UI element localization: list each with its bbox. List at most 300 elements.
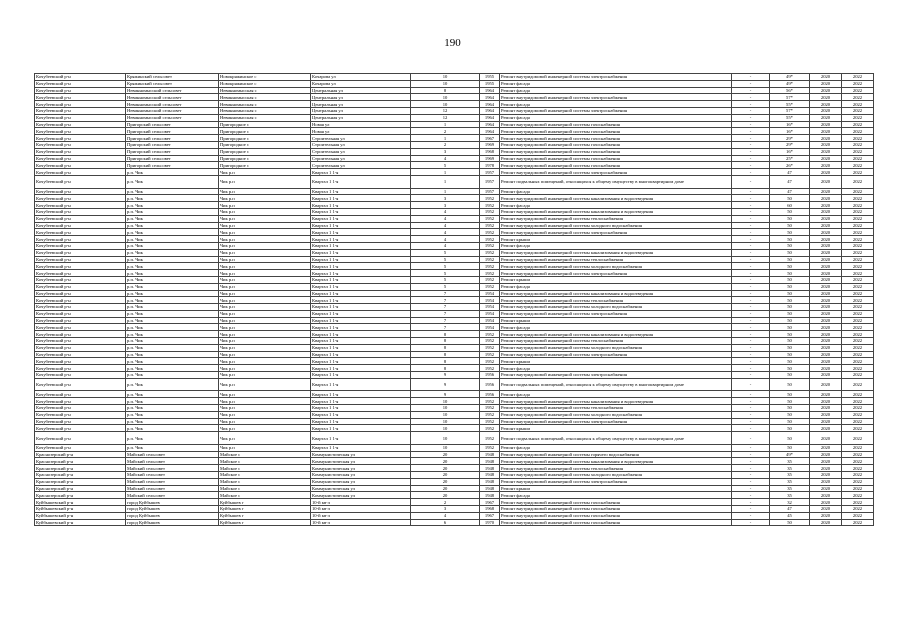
cell-house-number: 10 — [411, 405, 480, 412]
table-row — [35, 215, 874, 222]
cell-street: Квартал 1 1-я — [311, 283, 411, 290]
table-row — [35, 472, 874, 479]
table-row — [35, 398, 874, 405]
cell-settlement: Чик р.п — [219, 372, 311, 379]
cell-start-year: 2020 — [810, 249, 842, 256]
cell-year-built: 1952 — [480, 242, 500, 249]
cell-house-number: 2 — [411, 141, 480, 148]
cell-repair-type: Ремонт крыши — [500, 485, 732, 492]
table-row — [35, 283, 874, 290]
cell-settlement: Чик р.п — [219, 304, 311, 311]
table-row — [35, 202, 874, 209]
cell-house-number: 1 — [411, 121, 480, 128]
cell-value: 50 — [770, 398, 810, 405]
cell-house-number: 9 — [411, 391, 480, 398]
cell-house-number: 10 — [411, 94, 480, 101]
cell-municipality: р.п. Чик — [126, 290, 219, 297]
cell-start-year: 2020 — [810, 74, 842, 81]
cell-blank-col: - — [732, 492, 770, 499]
cell-settlement: Майское с — [219, 451, 311, 458]
table-row — [35, 236, 874, 243]
cell-municipality: р.п. Чик — [126, 297, 219, 304]
cell-end-year: 2022 — [842, 398, 874, 405]
cell-house-number: 7 — [411, 324, 480, 331]
cell-repair-type: Ремонт внутридомовой инженерной системы электроснабжения — [500, 107, 732, 114]
cell-municipality: р.п. Чик — [126, 317, 219, 324]
cell-settlement: Чик р.п — [219, 324, 311, 331]
cell-settlement: Чик р.п — [219, 398, 311, 405]
table-row — [35, 458, 874, 465]
cell-street: Квартал 1 1-я — [311, 242, 411, 249]
cell-start-year: 2020 — [810, 499, 842, 506]
cell-district: Кочубеевский р-н — [35, 202, 126, 209]
cell-end-year: 2022 — [842, 169, 874, 176]
cell-value: 50 — [770, 425, 810, 432]
cell-year-built: 1952 — [480, 344, 500, 351]
cell-street: Квартал 1 1-я — [311, 169, 411, 176]
cell-year-built: 1964 — [480, 114, 500, 121]
cell-repair-type: Ремонт внутридомовой инженерной системы газоснабжения — [500, 148, 732, 155]
cell-start-year: 2020 — [810, 472, 842, 479]
cell-blank-col: - — [732, 215, 770, 222]
table-row — [35, 195, 874, 202]
cell-blank-col: - — [732, 331, 770, 338]
cell-repair-type: Ремонт фасада — [500, 114, 732, 121]
cell-start-year: 2020 — [810, 263, 842, 270]
cell-district: Кочубеевский р-н — [35, 411, 126, 418]
cell-start-year: 2020 — [810, 465, 842, 472]
cell-start-year: 2020 — [810, 378, 842, 391]
cell-district: Краснозерский р-н — [35, 478, 126, 485]
cell-start-year: 2020 — [810, 80, 842, 87]
cell-year-built: 1978 — [480, 162, 500, 169]
cell-end-year: 2022 — [842, 451, 874, 458]
cell-repair-type: Ремонт внутридомовой инженерной системы газоснабжения — [500, 499, 732, 506]
cell-settlement: Чик р.п — [219, 290, 311, 297]
cell-value: 50 — [770, 310, 810, 317]
cell-blank-col: - — [732, 74, 770, 81]
cell-end-year: 2022 — [842, 338, 874, 345]
cell-blank-col: - — [732, 478, 770, 485]
cell-start-year: 2020 — [810, 175, 842, 188]
cell-municipality: р.п. Чик — [126, 425, 219, 432]
table-row — [35, 290, 874, 297]
cell-settlement: Пригородное с — [219, 128, 311, 135]
cell-municipality: Кряжинский сельсовет — [126, 74, 219, 81]
table-row — [35, 512, 874, 519]
cell-value: 49* — [770, 451, 810, 458]
cell-repair-type: Ремонт внутридомовой инженерной системы газоснабжения — [500, 128, 732, 135]
cell-street: Квартал 1 1-я — [311, 378, 411, 391]
cell-end-year: 2022 — [842, 229, 874, 236]
cell-blank-col: - — [732, 506, 770, 513]
cell-start-year: 2020 — [810, 141, 842, 148]
cell-repair-type: Ремонт фасада — [500, 188, 732, 195]
cell-district: Кочубеевский р-н — [35, 297, 126, 304]
cell-house-number: 10 — [411, 80, 480, 87]
cell-house-number: 5 — [411, 270, 480, 277]
cell-start-year: 2020 — [810, 270, 842, 277]
cell-settlement: Чик р.п — [219, 215, 311, 222]
table-row — [35, 114, 874, 121]
cell-start-year: 2020 — [810, 276, 842, 283]
cell-municipality: р.п. Чик — [126, 283, 219, 290]
cell-repair-type: Ремонт фасада — [500, 101, 732, 108]
cell-value: 50 — [770, 229, 810, 236]
cell-start-year: 2020 — [810, 432, 842, 445]
table-row — [35, 162, 874, 169]
cell-street: Коммунистическая ул — [311, 458, 411, 465]
cell-settlement: Чик р.п — [219, 208, 311, 215]
cell-blank-col: - — [732, 188, 770, 195]
cell-repair-type: Ремонт фасада — [500, 202, 732, 209]
cell-end-year: 2022 — [842, 236, 874, 243]
cell-street: Квартал 1 1-я — [311, 215, 411, 222]
cell-repair-type: Ремонт внутридомовой инженерной системы холодного водоснабжения — [500, 304, 732, 311]
cell-municipality: Пригорский сельсовет — [126, 155, 219, 162]
cell-municipality: р.п. Чик — [126, 236, 219, 243]
table-row — [35, 175, 874, 188]
cell-blank-col: - — [732, 290, 770, 297]
cell-blank-col: - — [732, 418, 770, 425]
cell-street: Кочарова ул — [311, 80, 411, 87]
cell-municipality: р.п. Чик — [126, 249, 219, 256]
cell-settlement: Куйбышев г — [219, 499, 311, 506]
cell-value: 55* — [770, 101, 810, 108]
cell-blank-col: - — [732, 338, 770, 345]
cell-value: 49* — [770, 80, 810, 87]
cell-street: Центральная ул — [311, 87, 411, 94]
cell-end-year: 2022 — [842, 188, 874, 195]
cell-value: 16* — [770, 148, 810, 155]
cell-repair-type: Ремонт крыши — [500, 425, 732, 432]
cell-start-year: 2020 — [810, 411, 842, 418]
cell-district: Кочубеевский р-н — [35, 398, 126, 405]
cell-value: 29* — [770, 135, 810, 142]
cell-municipality: Майский сельсовет — [126, 458, 219, 465]
cell-street: Центральная ул — [311, 101, 411, 108]
cell-end-year: 2022 — [842, 80, 874, 87]
cell-year-built: 1964 — [480, 94, 500, 101]
cell-street: Квартал 1 1-я — [311, 290, 411, 297]
cell-value: 35 — [770, 478, 810, 485]
cell-house-number: 12 — [411, 107, 480, 114]
cell-street: Квартал 1 1-я — [311, 411, 411, 418]
cell-start-year: 2020 — [810, 317, 842, 324]
cell-settlement: Пригородное с — [219, 148, 311, 155]
table-row — [35, 148, 874, 155]
cell-settlement: Чик р.п — [219, 236, 311, 243]
cell-municipality: Пригорский сельсовет — [126, 135, 219, 142]
cell-district: Кочубеевский р-н — [35, 87, 126, 94]
cell-settlement: Чик р.п — [219, 351, 311, 358]
cell-repair-type: Ремонт фасада — [500, 391, 732, 398]
cell-start-year: 2020 — [810, 121, 842, 128]
cell-blank-col: - — [732, 202, 770, 209]
cell-municipality: р.п. Чик — [126, 169, 219, 176]
cell-blank-col: - — [732, 87, 770, 94]
cell-municipality: р.п. Чик — [126, 358, 219, 365]
cell-settlement: Чик р.п — [219, 242, 311, 249]
cell-house-number: 1 — [411, 175, 480, 188]
cell-start-year: 2020 — [810, 94, 842, 101]
cell-year-built: 1952 — [480, 283, 500, 290]
cell-end-year: 2022 — [842, 256, 874, 263]
cell-district: Кочубеевский р-н — [35, 121, 126, 128]
cell-end-year: 2022 — [842, 195, 874, 202]
cell-blank-col: - — [732, 101, 770, 108]
cell-municipality: Невинномысский сельсовет — [126, 87, 219, 94]
cell-year-built: 1954 — [480, 304, 500, 311]
cell-blank-col: - — [732, 310, 770, 317]
cell-value: 50 — [770, 236, 810, 243]
cell-district: Кочубеевский р-н — [35, 135, 126, 142]
cell-end-year: 2022 — [842, 215, 874, 222]
cell-blank-col: - — [732, 324, 770, 331]
cell-end-year: 2022 — [842, 506, 874, 513]
cell-street: Квартал 1 1-я — [311, 175, 411, 188]
cell-district: Кочубеевский р-н — [35, 378, 126, 391]
cell-settlement: Чик р.п — [219, 256, 311, 263]
cell-repair-type: Ремонт внутридомовой инженерной системы электроснабжения — [500, 478, 732, 485]
table-row — [35, 249, 874, 256]
cell-year-built: 1964 — [480, 101, 500, 108]
table-row — [35, 351, 874, 358]
cell-blank-col: - — [732, 249, 770, 256]
cell-settlement: Майское с — [219, 472, 311, 479]
cell-district: Кочубеевский р-н — [35, 162, 126, 169]
cell-district: Кочубеевский р-н — [35, 444, 126, 451]
cell-repair-type: Ремонт внутридомовой инженерной системы газоснабжения — [500, 512, 732, 519]
cell-settlement: Новокряжинское с — [219, 74, 311, 81]
cell-end-year: 2022 — [842, 405, 874, 412]
cell-value: 35 — [770, 465, 810, 472]
cell-street: Квартал 1 1-я — [311, 331, 411, 338]
cell-blank-col: - — [732, 485, 770, 492]
cell-year-built: 1954 — [480, 290, 500, 297]
table-row — [35, 411, 874, 418]
cell-end-year: 2022 — [842, 418, 874, 425]
cell-municipality: р.п. Чик — [126, 229, 219, 236]
cell-start-year: 2020 — [810, 297, 842, 304]
cell-street: Квартал 1 1-я — [311, 324, 411, 331]
cell-street: Квартал 1 1-я — [311, 208, 411, 215]
cell-house-number: 10 — [411, 432, 480, 445]
cell-settlement: Чик р.п — [219, 378, 311, 391]
cell-start-year: 2020 — [810, 162, 842, 169]
cell-district: Кочубеевский р-н — [35, 290, 126, 297]
cell-house-number: 3 — [411, 195, 480, 202]
cell-district: Кочубеевский р-н — [35, 148, 126, 155]
cell-municipality: р.п. Чик — [126, 202, 219, 209]
cell-blank-col: - — [732, 263, 770, 270]
cell-repair-type: Ремонт фасада — [500, 80, 732, 87]
cell-municipality: р.п. Чик — [126, 344, 219, 351]
cell-house-number: 5 — [411, 276, 480, 283]
cell-year-built: 1952 — [480, 411, 500, 418]
cell-repair-type: Ремонт внутридомовой инженерной системы электроснабжения — [500, 372, 732, 379]
cell-blank-col: - — [732, 169, 770, 176]
cell-blank-col: - — [732, 365, 770, 372]
cell-repair-type: Ремонт внутридомовой инженерной системы теплоснабжения — [500, 405, 732, 412]
cell-district: Кочубеевский р-н — [35, 195, 126, 202]
cell-value: 50 — [770, 195, 810, 202]
cell-house-number: 12 — [411, 114, 480, 121]
cell-start-year: 2020 — [810, 242, 842, 249]
cell-street: Центральная ул — [311, 94, 411, 101]
table-row — [35, 87, 874, 94]
cell-repair-type: Ремонт внутридомовой инженерной системы канализования и водоотведения — [500, 398, 732, 405]
cell-district: Куйбышевский р-н — [35, 519, 126, 526]
cell-settlement: Чик р.п — [219, 358, 311, 365]
cell-start-year: 2020 — [810, 155, 842, 162]
cell-end-year: 2022 — [842, 472, 874, 479]
cell-value: 50 — [770, 290, 810, 297]
cell-year-built: 1952 — [480, 202, 500, 209]
cell-municipality: Пригорский сельсовет — [126, 148, 219, 155]
cell-end-year: 2022 — [842, 425, 874, 432]
cell-end-year: 2022 — [842, 331, 874, 338]
cell-year-built: 1967 — [480, 135, 500, 142]
table-row — [35, 256, 874, 263]
cell-street: Квартал 1 1-я — [311, 365, 411, 372]
cell-municipality: р.п. Чик — [126, 208, 219, 215]
cell-blank-col: - — [732, 107, 770, 114]
cell-house-number: 5 — [411, 162, 480, 169]
cell-blank-col: - — [732, 229, 770, 236]
cell-value: 50 — [770, 331, 810, 338]
cell-blank-col: - — [732, 195, 770, 202]
cell-street: 10-й кв-л — [311, 519, 411, 526]
cell-year-built: 1952 — [480, 418, 500, 425]
cell-year-built: 1957 — [480, 169, 500, 176]
cell-value: 50 — [770, 351, 810, 358]
cell-repair-type: Ремонт внутридомовой инженерной системы электроснабжения — [500, 270, 732, 277]
cell-start-year: 2020 — [810, 107, 842, 114]
cell-municipality: р.п. Чик — [126, 444, 219, 451]
cell-end-year: 2022 — [842, 208, 874, 215]
cell-municipality: р.п. Чик — [126, 175, 219, 188]
cell-blank-col: - — [732, 94, 770, 101]
table-row — [35, 499, 874, 506]
cell-district: Кочубеевский р-н — [35, 141, 126, 148]
cell-year-built: 1952 — [480, 208, 500, 215]
cell-start-year: 2020 — [810, 391, 842, 398]
cell-value: 50 — [770, 317, 810, 324]
cell-value: 47 — [770, 169, 810, 176]
cell-street: Квартал 1 1-я — [311, 425, 411, 432]
cell-street: Строительная ул — [311, 155, 411, 162]
cell-district: Кочубеевский р-н — [35, 107, 126, 114]
cell-blank-col: - — [732, 222, 770, 229]
cell-street: Новая ул — [311, 121, 411, 128]
table-row — [35, 506, 874, 513]
cell-district: Кочубеевский р-н — [35, 215, 126, 222]
cell-year-built: 1954 — [480, 324, 500, 331]
cell-district: Кочубеевский р-н — [35, 208, 126, 215]
cell-district: Кочубеевский р-н — [35, 344, 126, 351]
table-row — [35, 276, 874, 283]
cell-repair-type: Ремонт крыши — [500, 358, 732, 365]
cell-district: Кочубеевский р-н — [35, 74, 126, 81]
cell-value: 50 — [770, 270, 810, 277]
cell-repair-type: Ремонт внутридомовой инженерной системы газоснабжения — [500, 162, 732, 169]
cell-street: Квартал 1 1-я — [311, 195, 411, 202]
cell-repair-type: Ремонт внутридомовой инженерной системы электроснабжения — [500, 351, 732, 358]
cell-value: 35 — [770, 492, 810, 499]
cell-blank-col: - — [732, 519, 770, 526]
cell-value: 57* — [770, 107, 810, 114]
cell-end-year: 2022 — [842, 114, 874, 121]
cell-house-number: 1 — [411, 169, 480, 176]
cell-house-number: 4 — [411, 229, 480, 236]
cell-year-built: 1948 — [480, 451, 500, 458]
cell-end-year: 2022 — [842, 263, 874, 270]
cell-street: Кочарова ул — [311, 74, 411, 81]
cell-end-year: 2022 — [842, 432, 874, 445]
cell-settlement: Чик р.п — [219, 297, 311, 304]
cell-value: 50 — [770, 263, 810, 270]
page-number: 190 — [444, 37, 461, 49]
cell-municipality: р.п. Чик — [126, 276, 219, 283]
cell-year-built: 1952 — [480, 215, 500, 222]
cell-start-year: 2020 — [810, 512, 842, 519]
cell-house-number: 20 — [411, 492, 480, 499]
cell-district: Кочубеевский р-н — [35, 365, 126, 372]
cell-house-number: 20 — [411, 465, 480, 472]
cell-repair-type: Ремонт внутридомовой инженерной системы электроснабжения — [500, 169, 732, 176]
cell-house-number: 8 — [411, 365, 480, 372]
cell-year-built: 1964 — [480, 87, 500, 94]
cell-blank-col: - — [732, 283, 770, 290]
cell-municipality: город Куйбышев — [126, 512, 219, 519]
cell-year-built: 1952 — [480, 365, 500, 372]
cell-house-number: 10 — [411, 418, 480, 425]
cell-district: Кочубеевский р-н — [35, 283, 126, 290]
table-row — [35, 378, 874, 391]
cell-value: 50 — [770, 378, 810, 391]
cell-year-built: 1952 — [480, 270, 500, 277]
cell-end-year: 2022 — [842, 283, 874, 290]
cell-value: 50 — [770, 391, 810, 398]
cell-district: Краснозерский р-н — [35, 472, 126, 479]
cell-value: 50 — [770, 372, 810, 379]
cell-value: 50 — [770, 283, 810, 290]
cell-house-number: 20 — [411, 478, 480, 485]
cell-street: Квартал 1 1-я — [311, 249, 411, 256]
cell-value: 26* — [770, 162, 810, 169]
cell-settlement: Чик р.п — [219, 270, 311, 277]
cell-house-number: 9 — [411, 378, 480, 391]
cell-year-built: 1952 — [480, 331, 500, 338]
cell-municipality: Невинномысский сельсовет — [126, 101, 219, 108]
cell-house-number: 9 — [411, 372, 480, 379]
cell-blank-col: - — [732, 135, 770, 142]
cell-municipality: город Куйбышев — [126, 499, 219, 506]
cell-start-year: 2020 — [810, 128, 842, 135]
cell-house-number: 4 — [411, 512, 480, 519]
cell-end-year: 2022 — [842, 485, 874, 492]
cell-start-year: 2020 — [810, 229, 842, 236]
table-row — [35, 365, 874, 372]
table-row — [35, 128, 874, 135]
cell-start-year: 2020 — [810, 148, 842, 155]
cell-end-year: 2022 — [842, 310, 874, 317]
cell-value: 56* — [770, 87, 810, 94]
cell-settlement: Чик р.п — [219, 444, 311, 451]
cell-year-built: 1948 — [480, 485, 500, 492]
cell-district: Кочубеевский р-н — [35, 418, 126, 425]
